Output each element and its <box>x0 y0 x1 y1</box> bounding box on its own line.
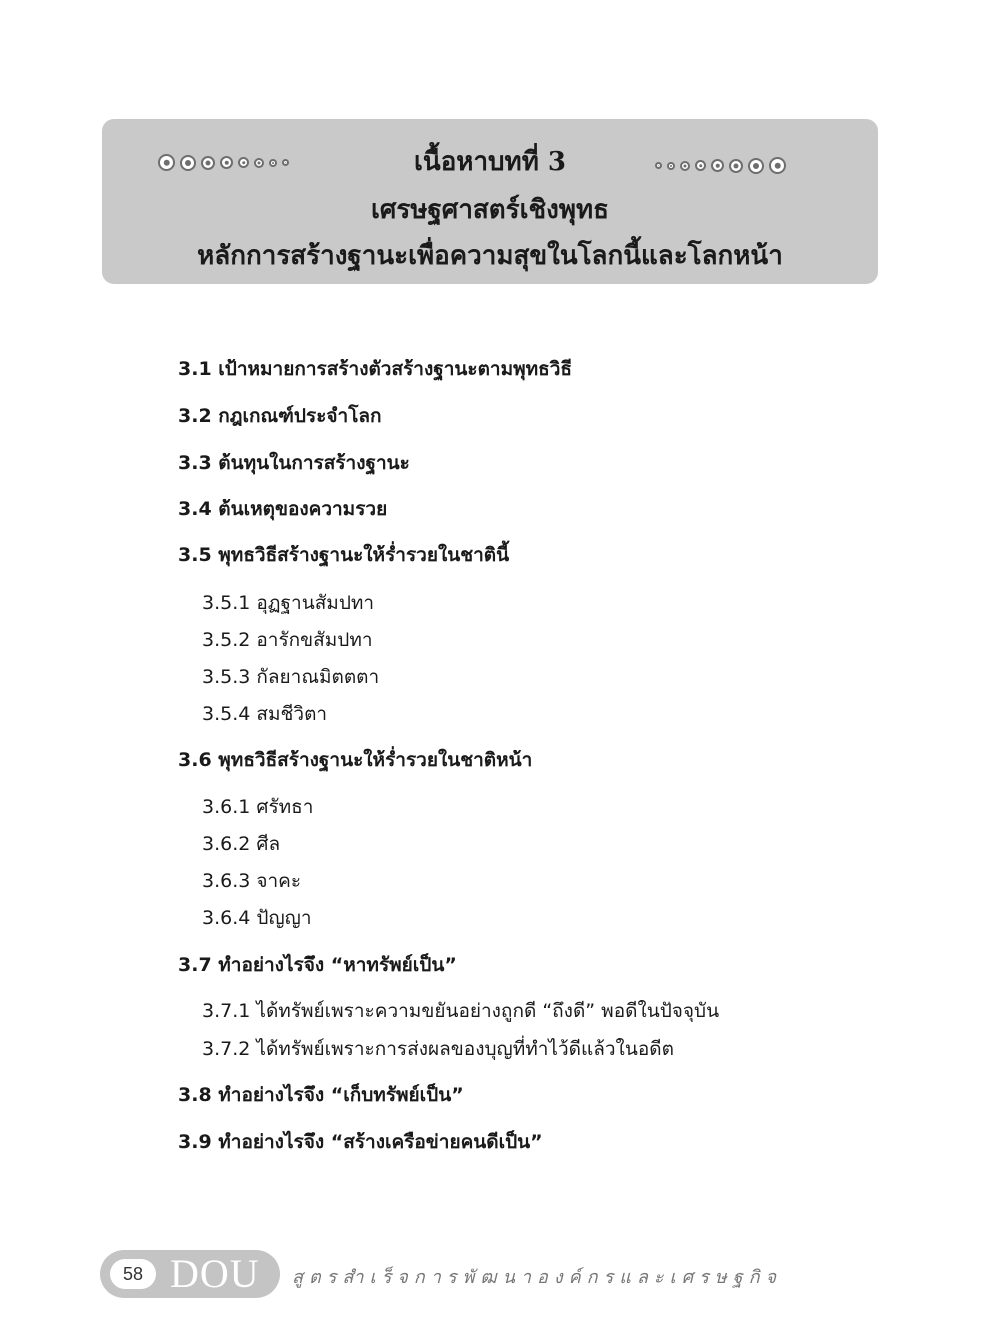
toc-subsection-3-6-4: 3.6.4 ปัญญา <box>202 907 312 929</box>
chapter-label: เนื้อหาบทที่ 3 <box>414 147 566 177</box>
dot-icon <box>748 158 764 174</box>
toc-section-3-3: 3.3 ต้นทุนในการสร้างฐานะ <box>178 452 410 474</box>
dot-icon <box>769 157 786 174</box>
page-number: 58 <box>110 1259 156 1289</box>
toc-subsection-3-6-2: 3.6.2 ศีล <box>202 833 281 855</box>
toc-subsection-3-5-2: 3.5.2 อารักขสัมปทา <box>202 629 373 651</box>
chapter-title-line1: เศรษฐศาสตร์เชิงพุทธ <box>370 195 610 225</box>
toc-section-3-8: 3.8 ทำอย่างไรจึง “เก็บทรัพย์เป็น” <box>178 1084 464 1106</box>
dot-icon <box>711 159 724 172</box>
toc-section-3-5: 3.5 พุทธวิธีสร้างฐานะให้ร่ำรวยในชาตินี้ <box>178 544 510 566</box>
toc-subsection-3-5-4: 3.5.4 สมชีวิตา <box>202 703 328 725</box>
toc-subsection-3-7-1: 3.7.1 ได้ทรัพย์เพราะความขยันอย่างถูกดี “ถึงดี” พอดีในปัจจุบัน <box>202 1000 720 1022</box>
toc-section-3-7: 3.7 ทำอย่างไรจึง “หาทรัพย์เป็น” <box>178 954 457 976</box>
toc-subsection-3-6-1: 3.6.1 ศรัทธา <box>202 796 314 818</box>
decorative-dots-right <box>655 157 786 174</box>
chapter-header <box>102 119 878 284</box>
dot-icon <box>695 160 706 171</box>
book-title: สูตรสำเร็จการพัฒนาองค์กรและเศรษฐกิจ <box>292 1267 783 1288</box>
dot-icon <box>655 162 662 169</box>
footer-badge <box>100 1250 280 1298</box>
toc-section-3-9: 3.9 ทำอย่างไรจึง “สร้างเครือข่ายคนดีเป็น” <box>178 1131 543 1153</box>
toc-section-3-4: 3.4 ต้นเหตุของความรวย <box>178 498 388 520</box>
dot-icon <box>729 159 743 173</box>
chapter-title-line2: หลักการสร้างฐานะเพื่อความสุขในโลกนี้และโลกหน้า <box>197 241 783 271</box>
toc-section-3-6: 3.6 พุทธวิธีสร้างฐานะให้ร่ำรวยในชาติหน้า <box>178 749 533 771</box>
toc-subsection-3-5-3: 3.5.3 กัลยาณมิตตตา <box>202 666 380 688</box>
dot-icon <box>680 161 690 171</box>
toc-section-3-1: 3.1 เป้าหมายการสร้างตัวสร้างฐานะตามพุทธวิธี <box>178 358 573 380</box>
page-footer <box>100 1250 900 1300</box>
dot-icon <box>667 162 675 170</box>
toc-section-3-2: 3.2 กฎเกณฑ์ประจำโลก <box>178 405 382 427</box>
toc-subsection-3-7-2: 3.7.2 ได้ทรัพย์เพราะการส่งผลของบุญที่ทำไว้ดีแล้วในอดีต <box>202 1038 674 1060</box>
dou-logo: DOU <box>170 1251 260 1296</box>
toc-subsection-3-5-1: 3.5.1 อุฏฐานสัมปทา <box>202 592 375 614</box>
toc-subsection-3-6-3: 3.6.3 จาคะ <box>202 870 302 892</box>
